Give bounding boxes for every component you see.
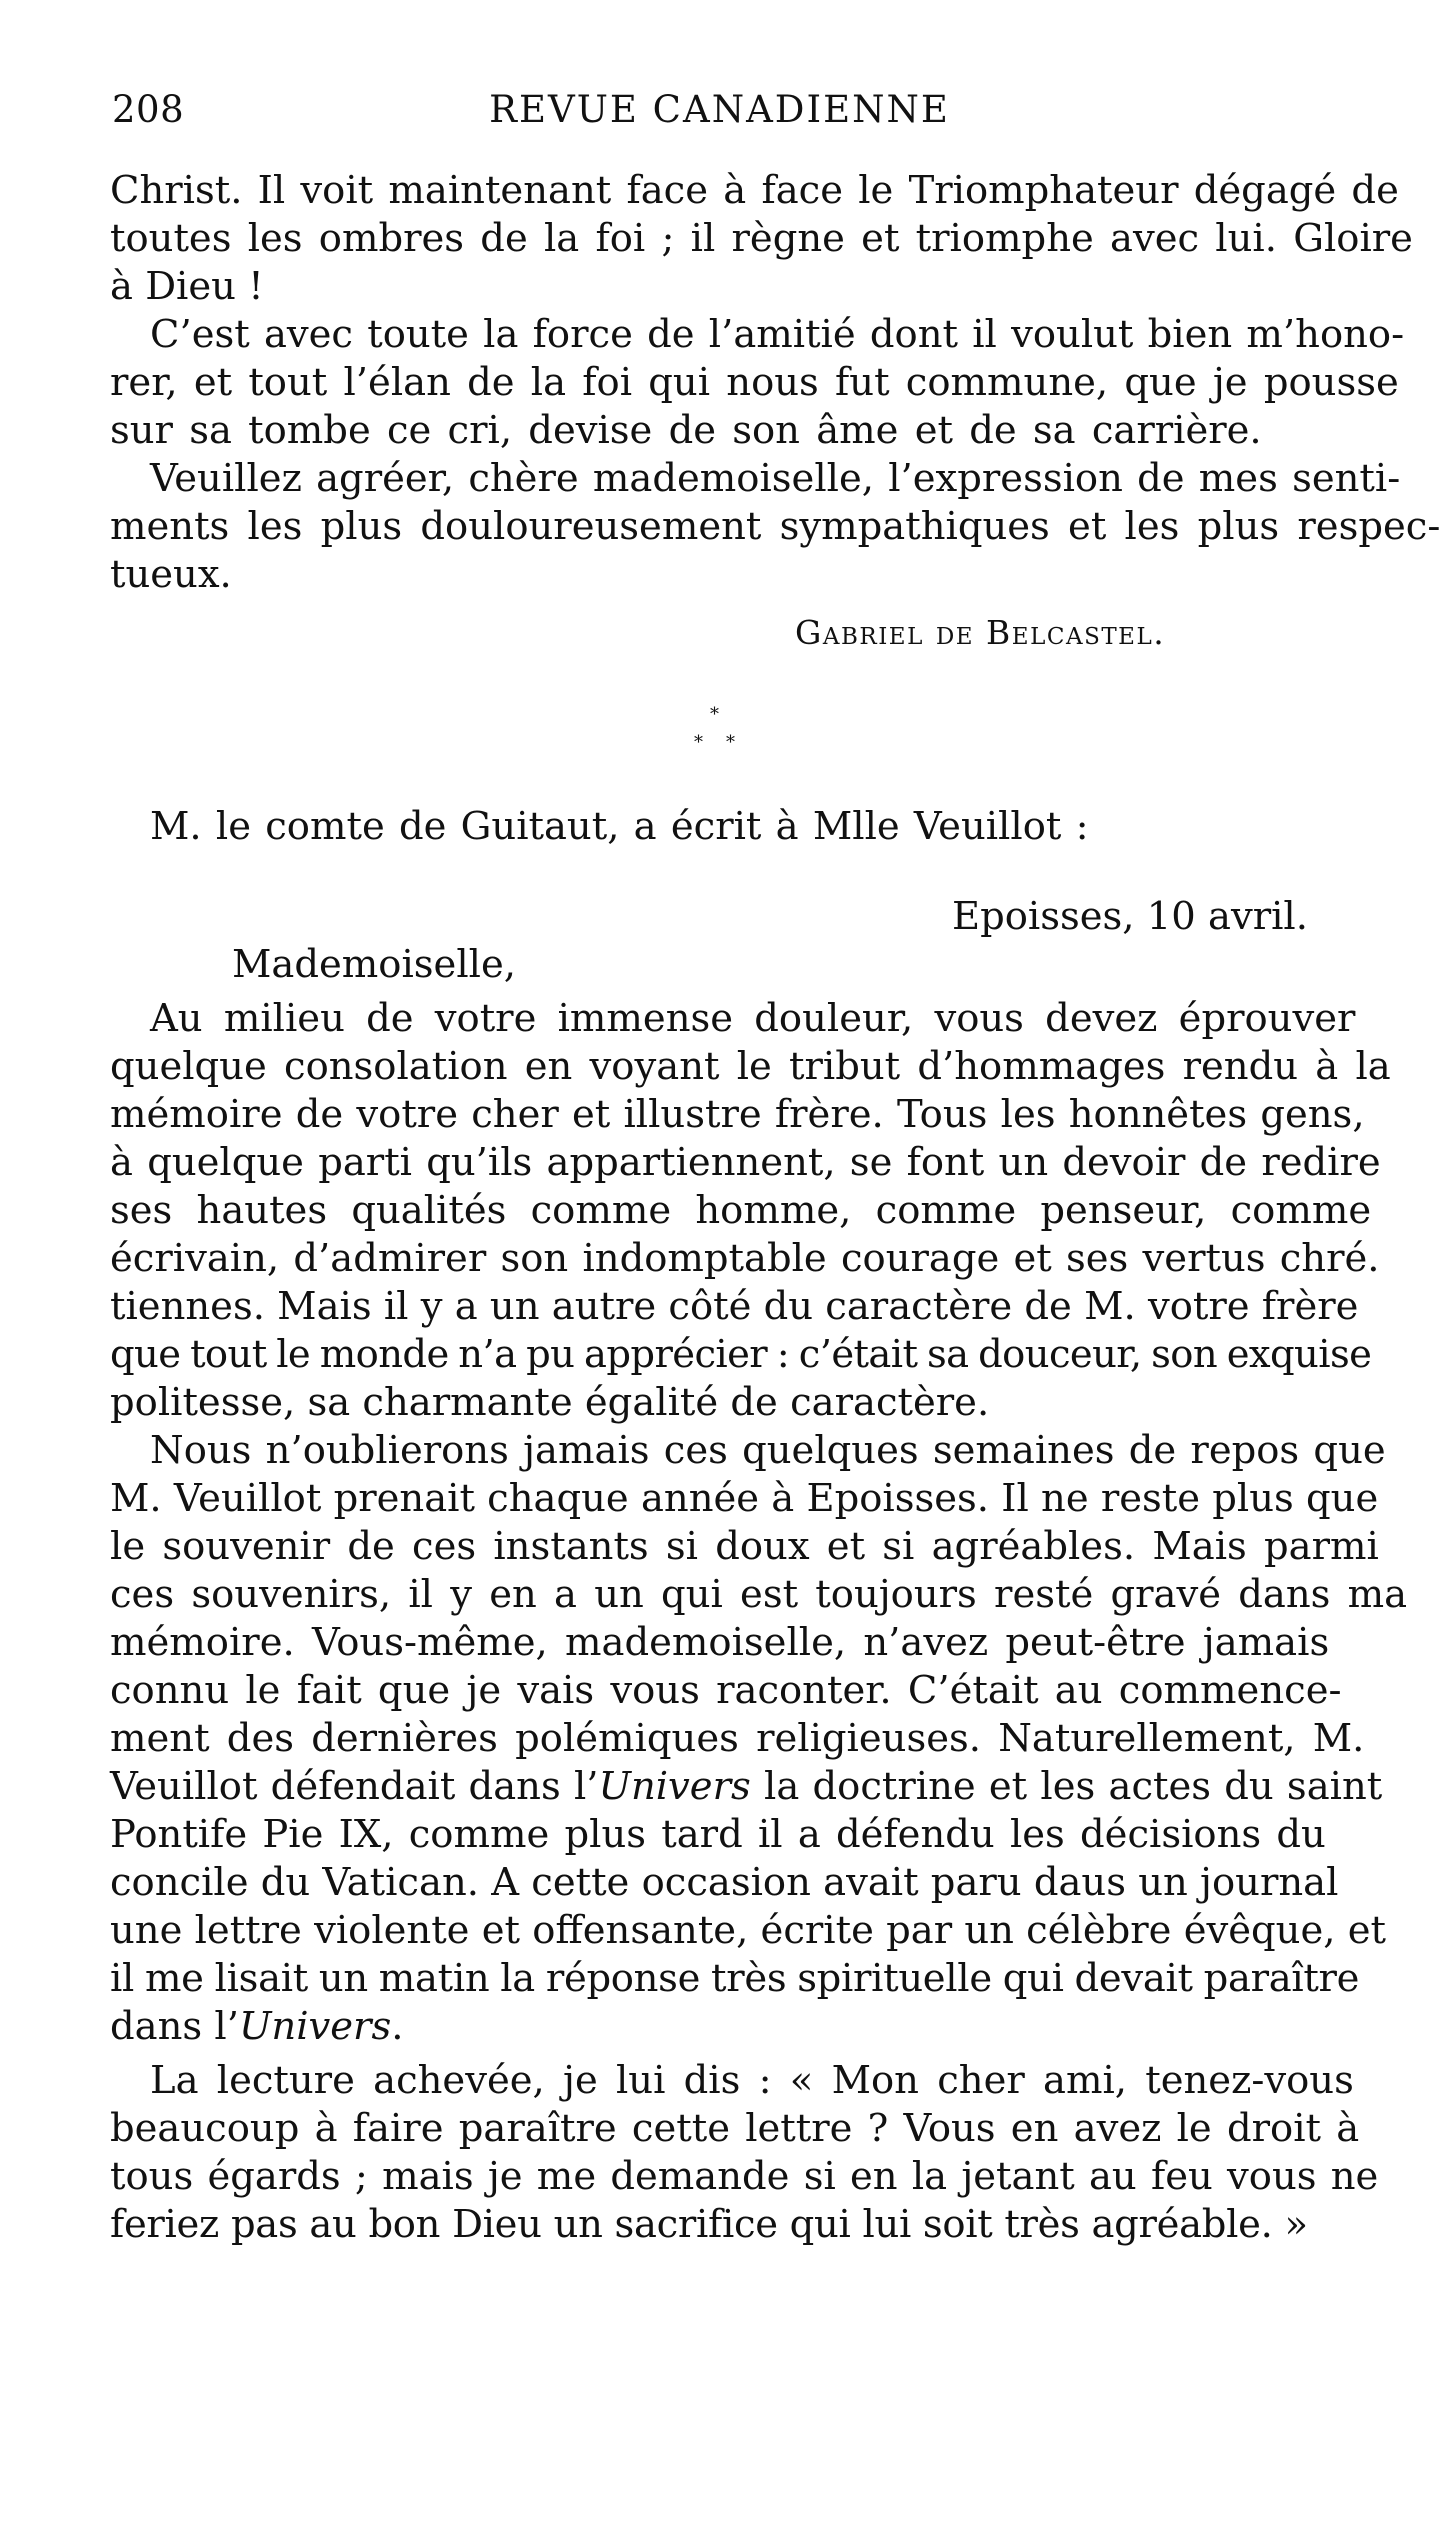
periodical-title: Univers	[238, 2004, 392, 2049]
text-line: Au milieu de votre immense douleur, vous devez éprouver	[150, 996, 1356, 1041]
text-line: mémoire de votre cher et illustre frère. Tous les honnêtes gens,	[110, 1092, 1365, 1137]
text-line: C’est avec toute la force de l’amitié dont il voulut bien m’hono-	[150, 312, 1405, 357]
text-line: M. Veuillot prenait chaque année à Epoisses. Il ne reste plus que	[110, 1476, 1379, 1521]
text-line: ces souvenirs, il y en a un qui est toujours resté gravé dans ma	[110, 1572, 1408, 1617]
place-date: Epoisses, 10 avril.	[952, 894, 1308, 939]
text-line: il me lisait un matin la réponse très spirituelle qui devait paraître	[110, 1956, 1360, 2001]
text-line: rer, et tout l’élan de la foi qui nous fut commune, que je pousse	[110, 360, 1399, 405]
text-line: que tout le monde n’a pu apprécier : c’était sa douceur, son exquise	[110, 1332, 1372, 1377]
text-line: une lettre violente et offensante, écrite par un célèbre évêque, et	[110, 1908, 1386, 1953]
text-line: mémoire. Vous-même, mademoiselle, n’avez peut-être jamais	[110, 1620, 1330, 1665]
signature: Gabriel de Belcastel.	[795, 613, 1166, 652]
text-line: ses hautes qualités comme homme, comme penseur, comme	[110, 1188, 1372, 1233]
text-line: toutes les ombres de la foi ; il règne et triomphe avec lui. Gloire	[110, 216, 1413, 261]
text-line: politesse, sa charmante égalité de caractère.	[110, 1380, 990, 1425]
journal-title: REVUE CANADIENNE	[489, 88, 950, 131]
text-line: Pontife Pie IX, comme plus tard il a défendu les décisions du	[110, 1812, 1326, 1857]
letter-intro: M. le comte de Guitaut, a écrit à Mlle Veuillot :	[150, 804, 1089, 849]
salutation: Mademoiselle,	[232, 942, 516, 987]
text-line: concile du Vatican. A cette occasion avait paru daus un journal	[110, 1860, 1339, 1905]
text-line: Christ. Il voit maintenant face à face le Triomphateur dégagé de	[110, 168, 1399, 213]
text-line: tueux.	[110, 552, 232, 597]
text-line: écrivain, d’admirer son indomptable courage et ses vertus chré.	[110, 1236, 1380, 1281]
text-line: sur sa tombe ce cri, devise de son âme et de sa carrière.	[110, 408, 1262, 453]
text-line: feriez pas au bon Dieu un sacrifice qui lui soit très agréable. »	[110, 2202, 1308, 2247]
text-line: à Dieu !	[110, 264, 264, 309]
separator-star: *	[726, 732, 735, 753]
text-line: Veuillez agréer, chère mademoiselle, l’expression de mes senti-	[150, 456, 1401, 501]
page-number: 208	[112, 88, 185, 131]
text-line: ment des dernières polémiques religieuses. Naturellement, M.	[110, 1716, 1365, 1761]
text-line: tous égards ; mais je me demande si en la jetant au feu vous ne	[110, 2154, 1379, 2199]
text-line: quelque consolation en voyant le tribut d’hommages rendu à la	[110, 1044, 1391, 1089]
text-line: ments les plus douloureusement sympathiques et les plus respec-	[110, 504, 1441, 549]
separator-star: *	[710, 704, 719, 725]
section-separator	[670, 700, 770, 770]
text-line: tiennes. Mais il y a un autre côté du caractère de M. votre frère	[110, 1284, 1359, 1329]
text-line: à quelque parti qu’ils appartiennent, se font un devoir de redire	[110, 1140, 1381, 1185]
text-line: beaucoup à faire paraître cette lettre ? Vous en avez le droit à	[110, 2106, 1360, 2151]
text-line: La lecture achevée, je lui dis : « Mon cher ami, tenez-vous	[150, 2058, 1354, 2103]
text-line: Veuillot défendait dans l’Univers la doctrine et les actes du saint	[110, 1764, 1383, 1809]
text-line: Nous n’oublierons jamais ces quelques semaines de repos que	[150, 1428, 1386, 1473]
running-head	[112, 88, 1327, 144]
periodical-title: Univers	[598, 1764, 751, 1809]
separator-star: *	[694, 732, 703, 753]
text-line: le souvenir de ces instants si doux et si agréables. Mais parmi	[110, 1524, 1379, 1569]
text-line: dans l’Univers.	[110, 2004, 404, 2049]
text-line: connu le fait que je vais vous raconter. C’était au commence-	[110, 1668, 1342, 1713]
